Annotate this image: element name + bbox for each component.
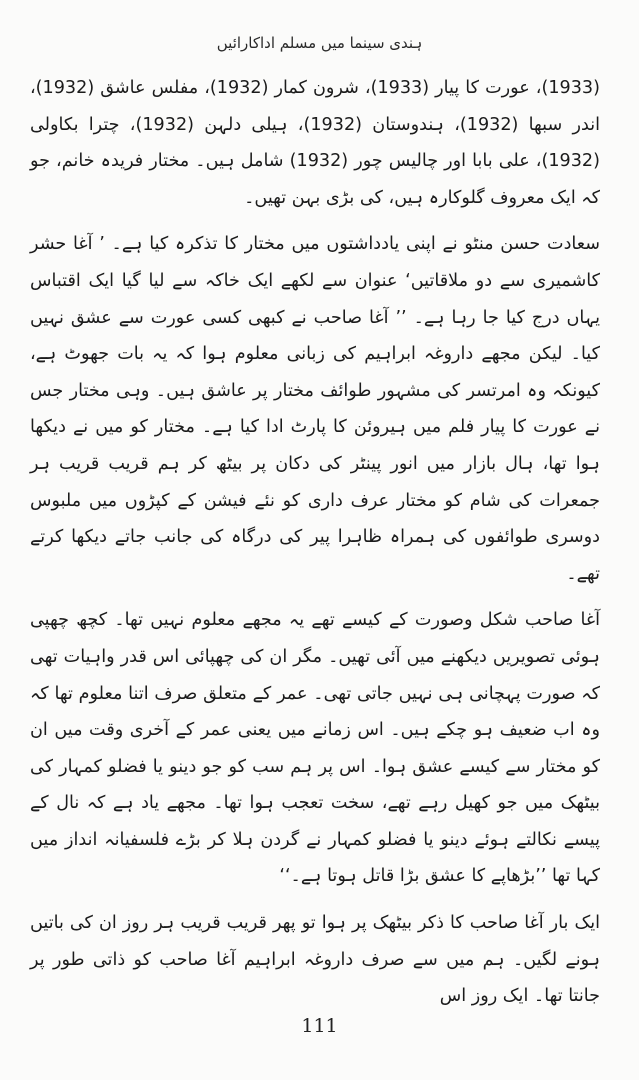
paragraph: سعادت حسن منٹو نے اپنی یادداشتوں میں مختار کا تذکرہ کیا ہے۔ ’ آغا حشر کاشمیری سے دو ملاقاتیں‘ عنوان سے لکھے ایک خاکہ سے لیا گیا ایک اقتباس یہاں درج کیا جا رہا ہے۔ ’’ آغا صاحب نے کبھی کسی عورت سے عشق نہیں کیا۔ لیکن مجھے داروغہ ابراہیم کی زبانی معلوم ہوا کہ یہ بات جھوٹ ہے، کیونکہ وہ امرتسر کی مشہور طوائف مختار پر عاشق ہیں۔ وہی مختار جس نے عورت کا پیار فلم میں ہیروئن کا پارٹ ادا کیا ہے۔ مختار کو میں نے دیکھا ہوا تھا، ہال بازار میں انور پینٹر کی دکان پر بیٹھ کر ہم قریب قریب ہر جمعرات کی شام کو مختار عرف داری کو نئے فیشن کے کپڑوں میں ملبوس دوسری طوائفوں کی ہمراہ ظاہرا پیر کی درگاہ کی جانب جاتے دیکھا کرتے تھے۔ bbox=[30, 234, 600, 584]
page-body bbox=[30, 70, 600, 1015]
paragraph: ایک بار آغا صاحب کا ذکر بیٹھک پر ہوا تو پھر قریب قریب ہر روز ان کی باتیں ہونے لگیں۔ ہم میں سے صرف داروغہ ابراہیم آغا صاحب کو ذاتی طور پر جانتا تھا۔ ایک روز اس bbox=[30, 913, 600, 1007]
page-number: 111 bbox=[301, 1015, 338, 1037]
paragraph: آغا صاحب شکل وصورت کے کیسے تھے یہ مجھے معلوم نہیں تھا۔ کچھ چھپی ہوئی تصویریں دیکھنے میں آئی تھیں۔ مگر ان کی چھپائی اس قدر واہیات تھی کہ صورت پہچانی ہی نہیں جاتی تھی۔ عمر کے متعلق صرف اتنا معلوم تھا کہ وہ اب ضعیف ہو چکے ہیں۔ اس زمانے میں یعنی عمر کے آخری وقت میں ان کو مختار سے کیسے عشق ہوا۔ اس پر ہم سب کو جو دینو یا فضلو کمہار کی بیٹھک میں جو کھیل رہے تھے، سخت تعجب ہوا تھا۔ مجھے یاد ہے کہ نال کے پیسے نکالتے ہوئے دینو یا فضلو کمہار نے گردن ہلا کر بڑے فلسفیانہ انداز میں کہا تھا ’’بڑھاپے کا عشق بڑا قاتل ہوتا ہے۔‘‘ bbox=[30, 610, 600, 887]
running-header: ہندی سینما میں مسلم اداکارائیں bbox=[216, 34, 423, 52]
paragraph: (1933)، عورت کا پیار (1933)، شرون کمار (1932)، مفلس عاشق (1932)، اندر سبھا (1932)، ہندوستان (1932)، ہیلی دلہن (1932)، چترا بکاولی (1932)، علی بابا اور چالیس چور (1932) شامل ہیں۔ مختار فریدہ خانم، جو کہ ایک معروف گلوکارہ ہیں، کی بڑی بہن تھیں۔ bbox=[30, 78, 600, 208]
